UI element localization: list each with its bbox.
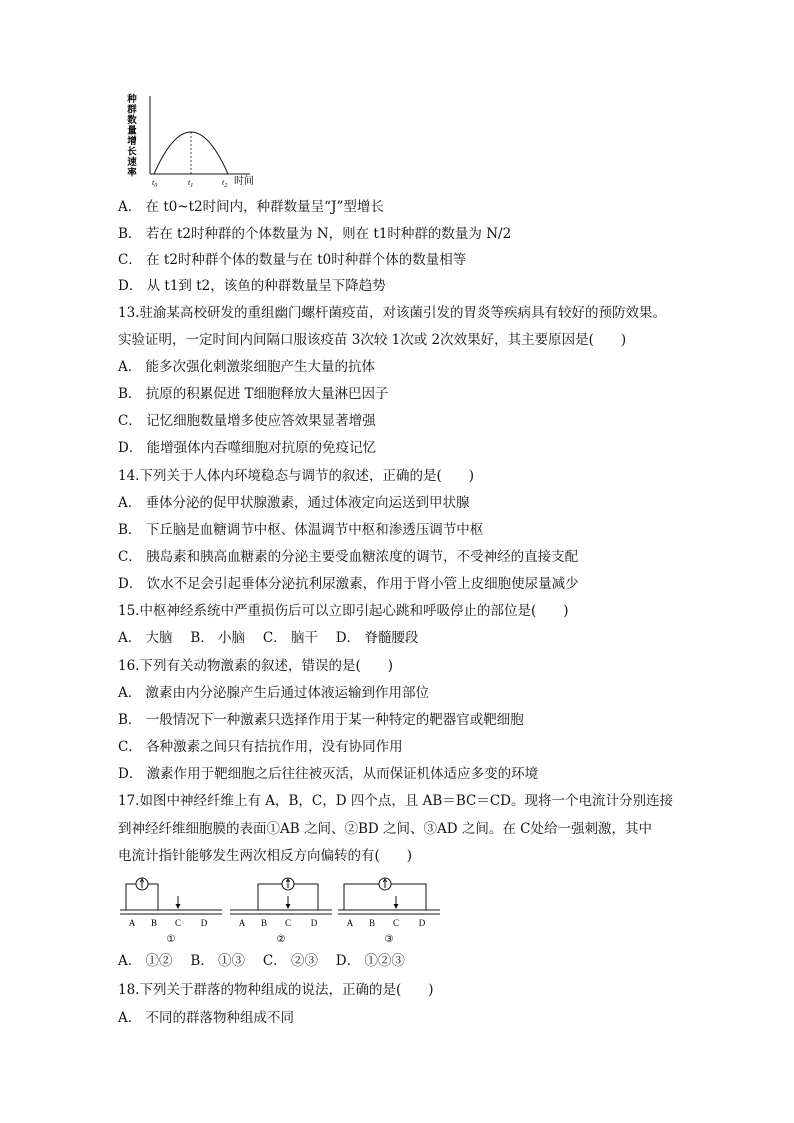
q18-stem: 18.下列关于群落的物种组成的说法，正确的是( ) (118, 982, 434, 998)
graph-ylabel-char: 率 (127, 168, 137, 179)
q14-option-b: B． 下丘脑是血糖调节中枢、体温调节中枢和渗透压调节中枢 (118, 522, 484, 538)
point-label: A (346, 918, 354, 928)
point-label: B (150, 918, 158, 928)
graph-ylabel-char: 数 (127, 116, 137, 126)
galvanometer-lead (148, 884, 158, 910)
circuit-3 (338, 878, 440, 945)
graph-ylabel-char: 量 (127, 126, 137, 137)
q16-option-a: A． 激素由内分泌腺产生后通过体液运输到作用部位 (118, 685, 430, 701)
stimulus-arrow-head (176, 904, 181, 909)
galvanometer-lead (294, 884, 318, 910)
q13-stem-line-1: 13.驻渝某高校研发的重组幽门螺杆菌疫苗，对该菌引发的胃炎等疾病具有较好的预防效果。 (118, 305, 666, 321)
circuit-1 (120, 878, 222, 945)
q13-stem-line-2: 实验证明，一定时间内间隔口服该疫苗 3次较 1次或 2次效果好，其主要原因是( ) (118, 332, 627, 348)
q14-option-d: D． 饮水不足会引起垂体分泌抗利尿激素，作用于肾小管上皮细胞使尿量减少 (118, 576, 579, 592)
galvanometer-lead (126, 884, 136, 910)
graph-ylabel-char: 增 (127, 137, 137, 147)
tick-t1: $t_1$ (188, 178, 194, 189)
q15-stem: 15.中枢神经系统中严重损伤后可以立即引起心跳和呼吸停止的部位是( ) (118, 603, 569, 619)
galvanometer-lead (344, 884, 379, 910)
circuit-label: ① (166, 934, 176, 945)
circuit-2 (230, 878, 332, 945)
q16-option-d: D． 激素作用于靶细胞之后往往被灭活，从而保证机体适应多变的环境 (118, 766, 539, 782)
graph-xlabel: 时间 (234, 176, 254, 187)
q17-options: A． ①② B． ①③ C． ②③ D． ①②③ (118, 953, 405, 969)
graph-ylabel-char: 速 (127, 158, 137, 168)
graph-ylabel-char: 群 (127, 105, 137, 116)
q16-option-c: C． 各种激素之间只有拮抗作用，没有协同作用 (118, 739, 403, 755)
q14-option-c: C． 胰岛素和胰高血糖素的分泌主要受血糖浓度的调节，不受神经的直接支配 (118, 549, 579, 565)
q18-option-a: A． 不同的群落物种组成不同 (118, 1010, 295, 1026)
point-label: A (128, 918, 136, 928)
tick-t2: $t_2$ (222, 178, 228, 189)
point-label: D (200, 918, 208, 928)
point-label: A (238, 918, 246, 928)
q16-stem: 16.下列有关动物激素的叙述，错误的是( ) (118, 658, 394, 674)
q14-option-a: A． 垂体分泌的促甲状腺激素，通过体液定向运送到甲状腺 (118, 495, 470, 511)
point-label: D (418, 918, 426, 928)
point-label: C (174, 918, 182, 928)
q14-stem: 14.下列关于人体内环境稳态与调节的叙述，正确的是( ) (118, 468, 475, 484)
q16-option-b: B． 一般情况下一种激素只选择作用于某一种特定的靶器官或靶细胞 (118, 712, 524, 728)
point-label: C (392, 918, 400, 928)
q15-options: A． 大脑 B． 小脑 C． 脑干 D． 脊髓腰段 (118, 630, 419, 646)
point-label: C (284, 918, 292, 928)
q17-stem-line-1: 17.如图中神经纤维上有 A，B，C，D 四个点，且 AB＝BC＝CD。现将一个电流计分别连接 (118, 793, 673, 809)
point-label: B (368, 918, 376, 928)
q13-option-c: C． 记忆细胞数量增多使应答效果显著增强 (118, 413, 376, 429)
graph-ylabel-char: 种 (127, 95, 137, 105)
q13-option-a: A． 能多次强化刺激浆细胞产生大量的抗体 (118, 359, 376, 375)
stimulus-arrow-head (286, 904, 291, 909)
q13-option-d: D． 能增强体内吞噬细胞对抗原的免疫记忆 (118, 440, 377, 456)
q12-option-a: A． 在 t0~t2时间内，种群数量呈“J”型增长 (118, 199, 384, 215)
q12-option-b: B． 若在 t2时种群的个体数量为 N，则在 t1时种群的数量为 N/2 (118, 226, 512, 242)
growth-rate-graph (118, 92, 268, 192)
graph-ylabel (126, 93, 137, 179)
galvanometer-lead (258, 884, 282, 910)
q17-circuit-diagrams (118, 874, 448, 946)
q13-option-b: B． 抗原的积累促进 T细胞释放大量淋巴因子 (118, 386, 389, 402)
point-label: B (260, 918, 268, 928)
tick-t0: $t_0$ (152, 178, 158, 189)
q17-stem-line-2: 到神经纤维细胞膜的表面①AB 之间、②BD 之间、③AD 之间。在 C处给一强刺激，其中 (118, 821, 652, 837)
circuit-label: ③ (384, 934, 394, 945)
q12-option-c: C． 在 t2时种群个体的数量与在 t0时种群个体的数量相等 (118, 252, 467, 268)
q12-option-d: D． 从 t1到 t2，该鱼的种群数量呈下降趋势 (118, 278, 386, 294)
stimulus-arrow-head (394, 904, 399, 909)
q17-stem-line-3: 电流计指针能够发生两次相反方向偏转的有( ) (118, 848, 413, 864)
circuit-label: ② (276, 934, 286, 945)
point-label: D (310, 918, 318, 928)
graph-ylabel-char: 长 (127, 147, 137, 158)
